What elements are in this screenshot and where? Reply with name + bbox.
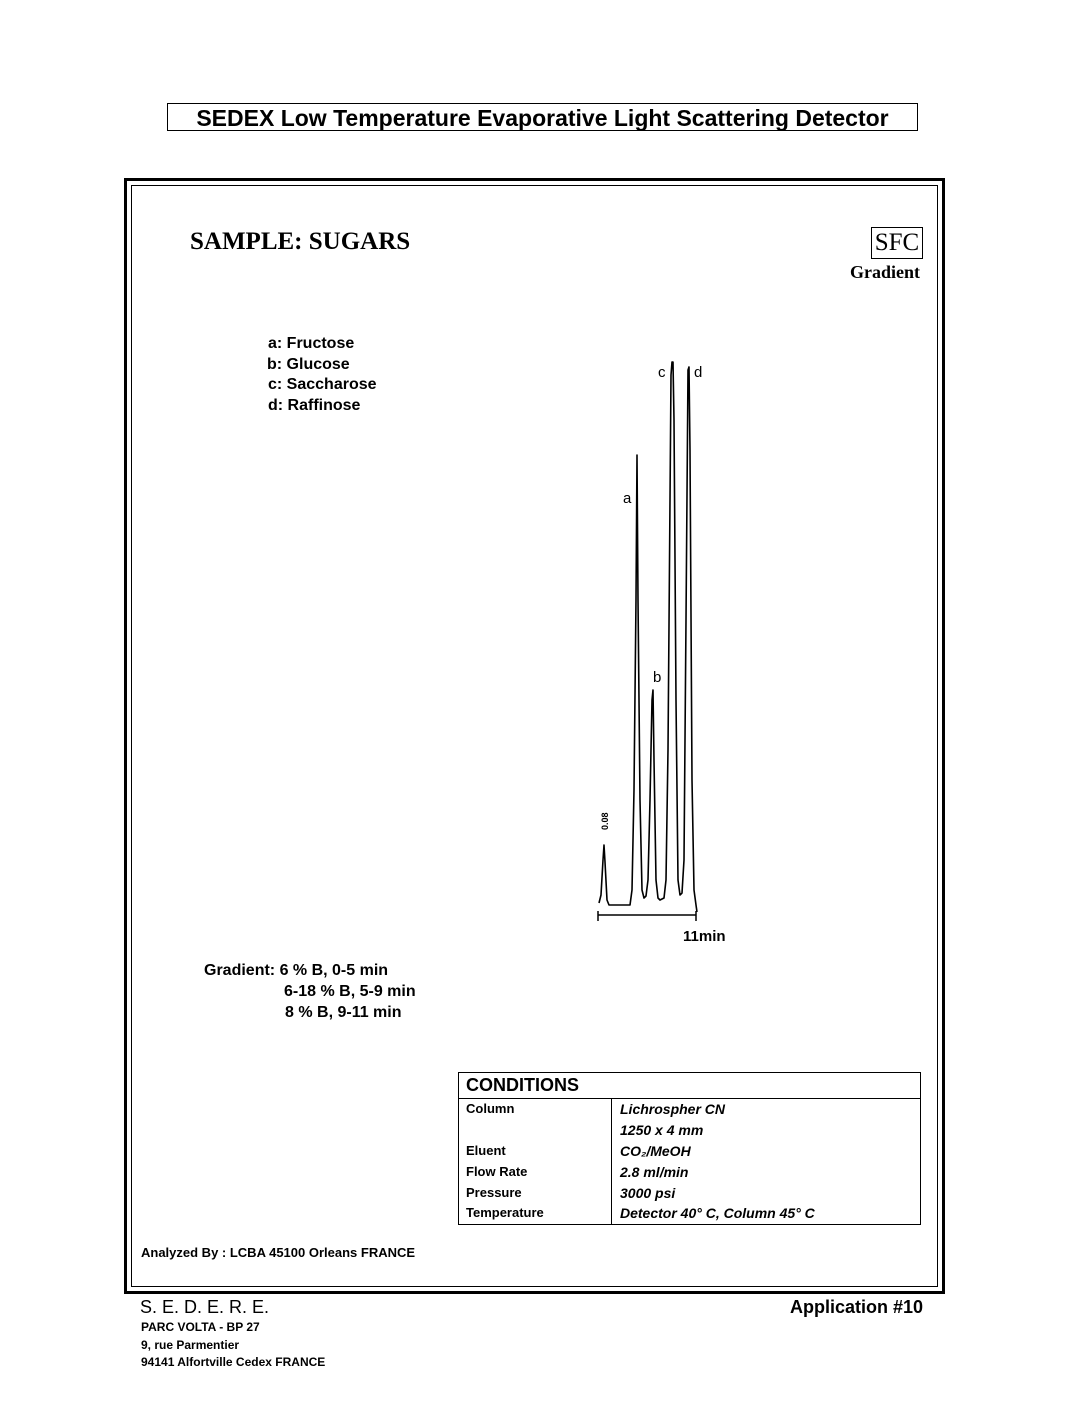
condition-label: Eluent	[466, 1143, 506, 1158]
condition-value: 2.8 ml/min	[620, 1164, 689, 1180]
condition-value: Detector 40° C, Column 45° C	[620, 1205, 815, 1221]
gradient-line: 6-18 % B, 5-9 min	[284, 983, 416, 1000]
time-axis-label: 11min	[683, 928, 726, 945]
peak-label: a	[623, 490, 632, 507]
peak-label: d	[694, 364, 703, 381]
company-name: S. E. D. E. R. E.	[140, 1297, 270, 1317]
chromatogram-trace	[599, 362, 697, 912]
condition-label: Temperature	[466, 1205, 544, 1220]
condition-label: Flow Rate	[466, 1164, 528, 1179]
mode-badge: SFC	[871, 227, 923, 259]
peak-label: c	[658, 364, 666, 381]
peak-label: b	[653, 669, 662, 686]
legend-item: a: Fructose	[268, 335, 355, 352]
condition-label: Column	[466, 1101, 515, 1116]
legend-item: c: Saccharose	[268, 376, 377, 393]
legend-item: b: Glucose	[267, 356, 350, 373]
sample-title: SAMPLE: SUGARS	[190, 228, 411, 255]
conditions-column-divider	[611, 1099, 612, 1224]
start-marker-label: 0.08	[600, 812, 610, 830]
gradient-line: 8 % B, 9-11 min	[285, 1004, 402, 1021]
legend-item: d: Raffinose	[268, 397, 361, 414]
condition-value: Lichrospher CN	[620, 1101, 726, 1117]
application-number: Application #10	[790, 1297, 924, 1317]
conditions-divider	[459, 1098, 920, 1099]
condition-value: 1250 x 4 mm	[620, 1122, 704, 1138]
address-line: 94141 Alfortville Cedex FRANCE	[141, 1355, 326, 1369]
condition-label: Pressure	[466, 1185, 522, 1200]
condition-value: 3000 psi	[620, 1185, 676, 1201]
address-line: PARC VOLTA - BP 27	[141, 1320, 260, 1334]
gradient-line: Gradient: 6 % B, 0-5 min	[204, 962, 389, 979]
analyzed-by: Analyzed By : LCBA 45100 Orleans FRANCE	[141, 1245, 416, 1260]
document-title: SEDEX Low Temperature Evaporative Light Scattering Detector	[167, 103, 918, 131]
mode-subtitle: Gradient	[850, 262, 920, 282]
condition-value: CO₂/MeOH	[620, 1143, 691, 1159]
conditions-title: CONDITIONS	[466, 1075, 580, 1095]
address-line: 9, rue Parmentier	[141, 1338, 240, 1352]
